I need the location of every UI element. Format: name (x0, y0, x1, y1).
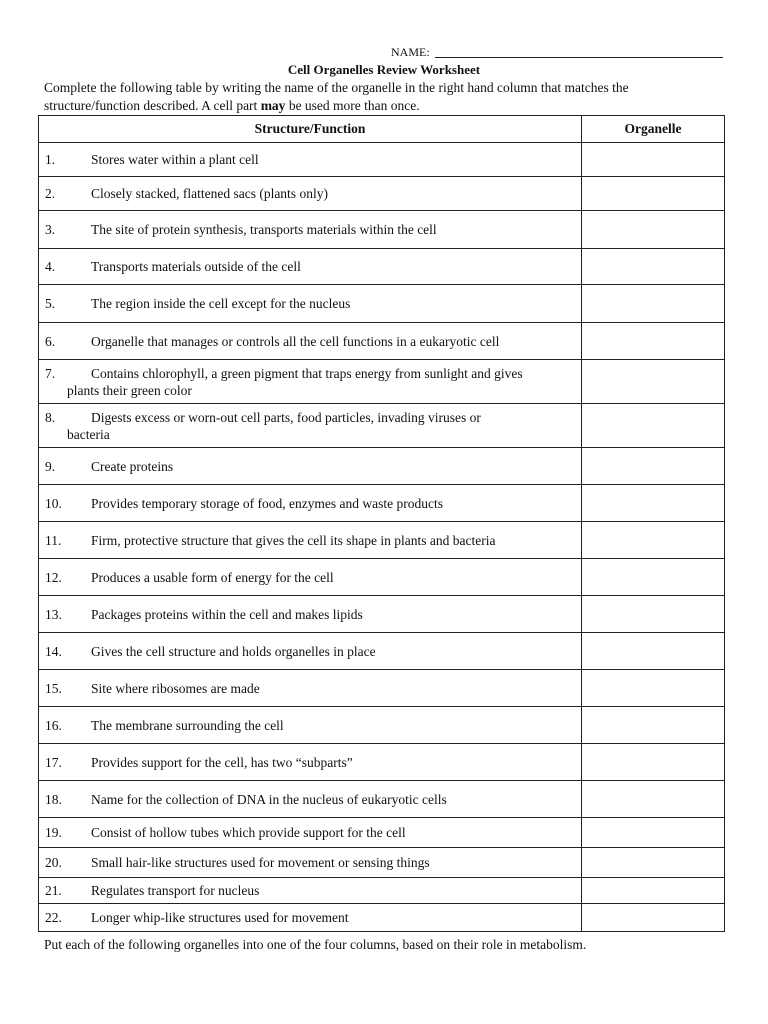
organelle-answer-cell[interactable] (582, 360, 725, 404)
organelle-answer-cell[interactable] (582, 211, 725, 249)
table-row (39, 818, 725, 848)
organelle-answer-cell[interactable] (582, 878, 725, 904)
row-description: Provides support for the cell, has two “subparts” (91, 754, 353, 770)
row-description: Organelle that manages or controls all the cell functions in a eukaryotic cell (91, 333, 500, 349)
row-description: Transports materials outside of the cell (91, 259, 301, 274)
row-description: Small hair-like structures used for movement or sensing things (91, 855, 430, 870)
row-description: Firm, protective structure that gives the cell its shape in plants and bacteria (91, 532, 496, 548)
structure-function-cell (39, 285, 582, 323)
row-description: Consist of hollow tubes which provide support for the cell (91, 825, 406, 840)
organelle-answer-cell[interactable] (582, 818, 725, 848)
row-number: 8. (45, 409, 56, 425)
row-number: 22. (45, 910, 62, 925)
structure-function-cell (39, 848, 582, 878)
row-description-continued: plants their green color (67, 382, 192, 398)
row-description: Gives the cell structure and holds organelles in place (91, 643, 376, 659)
row-description: Contains chlorophyll, a green pigment that traps energy from sunlight and gives (91, 365, 523, 381)
structure-function-cell (39, 781, 582, 818)
row-description: Create proteins (91, 458, 174, 474)
structure-function-cell (39, 878, 582, 904)
instructions-bold-may: may (260, 98, 286, 113)
row-description-continued: bacteria (67, 426, 110, 442)
table-row (39, 707, 725, 744)
column-header-organelle: Organelle (582, 116, 725, 143)
row-content (39, 854, 581, 871)
row-description: Produces a usable form of energy for the cell (91, 569, 334, 585)
structure-function-cell (39, 670, 582, 707)
row-content (39, 365, 581, 399)
row-content (39, 221, 581, 238)
name-label: NAME: (391, 45, 430, 59)
row-description: The membrane surrounding the cell (91, 717, 284, 733)
table-row (39, 177, 725, 211)
table-row (39, 285, 725, 323)
structure-function-cell (39, 177, 582, 211)
structure-function-cell (39, 323, 582, 360)
row-number: 20. (45, 855, 62, 870)
table-row (39, 485, 725, 522)
structure-function-cell (39, 522, 582, 559)
row-content (39, 258, 581, 275)
organelle-answer-cell[interactable] (582, 522, 725, 559)
row-description: Closely stacked, flattened sacs (plants only) (91, 186, 328, 201)
row-content (39, 643, 581, 660)
row-description: The region inside the cell except for the nucleus (91, 296, 351, 311)
row-number: 4. (45, 259, 56, 274)
row-content (39, 824, 581, 841)
table-row (39, 781, 725, 818)
column-header-structure: Structure/Function (39, 116, 582, 143)
table-row (39, 211, 725, 249)
row-number: 19. (45, 825, 62, 840)
structure-function-cell (39, 818, 582, 848)
table-row (39, 360, 725, 404)
row-content (39, 909, 581, 926)
table-row (39, 848, 725, 878)
row-number: 10. (45, 495, 62, 511)
row-number: 18. (45, 791, 62, 807)
row-content (39, 717, 581, 734)
row-number: 21. (45, 883, 62, 898)
row-content (39, 295, 581, 312)
organelle-answer-cell[interactable] (582, 485, 725, 522)
table-row (39, 404, 725, 448)
structure-function-cell (39, 211, 582, 249)
table-row (39, 670, 725, 707)
row-description: Digests excess or worn-out cell parts, food particles, invading viruses or (91, 409, 481, 425)
row-number: 9. (45, 458, 56, 474)
organelle-answer-cell[interactable] (582, 177, 725, 211)
structure-function-cell (39, 249, 582, 285)
row-description: Provides temporary storage of food, enzymes and waste products (91, 495, 444, 511)
table-row (39, 249, 725, 285)
row-number: 13. (45, 606, 62, 622)
row-number: 16. (45, 717, 62, 733)
row-number: 3. (45, 222, 56, 237)
row-content (39, 791, 581, 808)
table-row (39, 448, 725, 485)
instructions-text-1: Complete the following table by writing the name of the organelle in the right hand column that matches the structure/function described. A cell part (44, 80, 629, 113)
organelle-answer-cell[interactable] (582, 848, 725, 878)
row-description: The site of protein synthesis, transports materials within the cell (91, 222, 437, 237)
structure-function-cell (39, 485, 582, 522)
organelle-answer-cell[interactable] (582, 559, 725, 596)
row-content (39, 409, 581, 443)
row-number: 6. (45, 333, 56, 349)
row-content (39, 754, 581, 771)
structure-function-cell (39, 360, 582, 404)
table-row (39, 633, 725, 670)
row-number: 5. (45, 296, 56, 311)
row-content (39, 151, 581, 168)
row-content (39, 495, 581, 512)
row-description: Longer whip-like structures used for movement (91, 910, 349, 925)
table-row (39, 522, 725, 559)
row-content (39, 569, 581, 586)
row-number: 15. (45, 680, 62, 696)
table-header-row (39, 116, 725, 143)
organelle-answer-cell[interactable] (582, 448, 725, 485)
row-description: Site where ribosomes are made (91, 680, 260, 696)
row-number: 7. (45, 365, 56, 381)
structure-function-cell (39, 633, 582, 670)
row-number: 1. (45, 152, 56, 167)
name-underline (435, 57, 723, 58)
table-row (39, 596, 725, 633)
row-description: Packages proteins within the cell and makes lipids (91, 606, 363, 622)
table-row (39, 143, 725, 177)
row-number: 2. (45, 186, 56, 201)
row-number: 12. (45, 569, 62, 585)
row-number: 11. (45, 532, 62, 548)
structure-function-cell (39, 707, 582, 744)
organelle-answer-cell[interactable] (582, 744, 725, 781)
row-number: 17. (45, 754, 62, 770)
structure-function-cell (39, 448, 582, 485)
table-row (39, 744, 725, 781)
organelle-answer-cell[interactable] (582, 249, 725, 285)
structure-function-cell (39, 596, 582, 633)
row-content (39, 606, 581, 623)
organelle-answer-cell[interactable] (582, 143, 725, 177)
organelle-answer-cell[interactable] (582, 707, 725, 744)
row-content (39, 680, 581, 697)
row-content (39, 532, 581, 549)
table-row (39, 559, 725, 596)
row-content (39, 882, 581, 899)
organelle-answer-cell[interactable] (582, 633, 725, 670)
structure-function-cell (39, 143, 582, 177)
worksheet-title: Cell Organelles Review Worksheet (287, 62, 481, 77)
organelle-answer-cell[interactable] (582, 404, 725, 448)
table-row (39, 323, 725, 360)
row-content (39, 333, 581, 350)
organelle-answer-cell[interactable] (582, 323, 725, 360)
organelle-answer-cell[interactable] (582, 670, 725, 707)
row-content (39, 458, 581, 475)
instructions (44, 79, 724, 115)
row-description: Regulates transport for nucleus (91, 883, 260, 898)
structure-function-cell (39, 404, 582, 448)
row-description: Stores water within a plant cell (91, 152, 259, 167)
structure-function-cell (39, 559, 582, 596)
organelle-answer-cell[interactable] (582, 904, 725, 932)
row-number: 14. (45, 643, 62, 659)
row-description: Name for the collection of DNA in the nucleus of eukaryotic cells (91, 791, 447, 807)
organelle-answer-cell[interactable] (582, 285, 725, 323)
organelle-answer-cell[interactable] (582, 781, 725, 818)
instructions-text-2: be used more than once. (285, 98, 420, 113)
table-row (39, 904, 725, 932)
name-field[interactable] (391, 44, 723, 60)
organelle-table (38, 115, 725, 932)
footer-instructions: Put each of the following organelles into one of the four columns, based on their role in metabolism. (44, 937, 587, 952)
structure-function-cell (39, 744, 582, 781)
organelle-answer-cell[interactable] (582, 596, 725, 633)
row-content (39, 185, 581, 202)
structure-function-cell (39, 904, 582, 932)
table-row (39, 878, 725, 904)
